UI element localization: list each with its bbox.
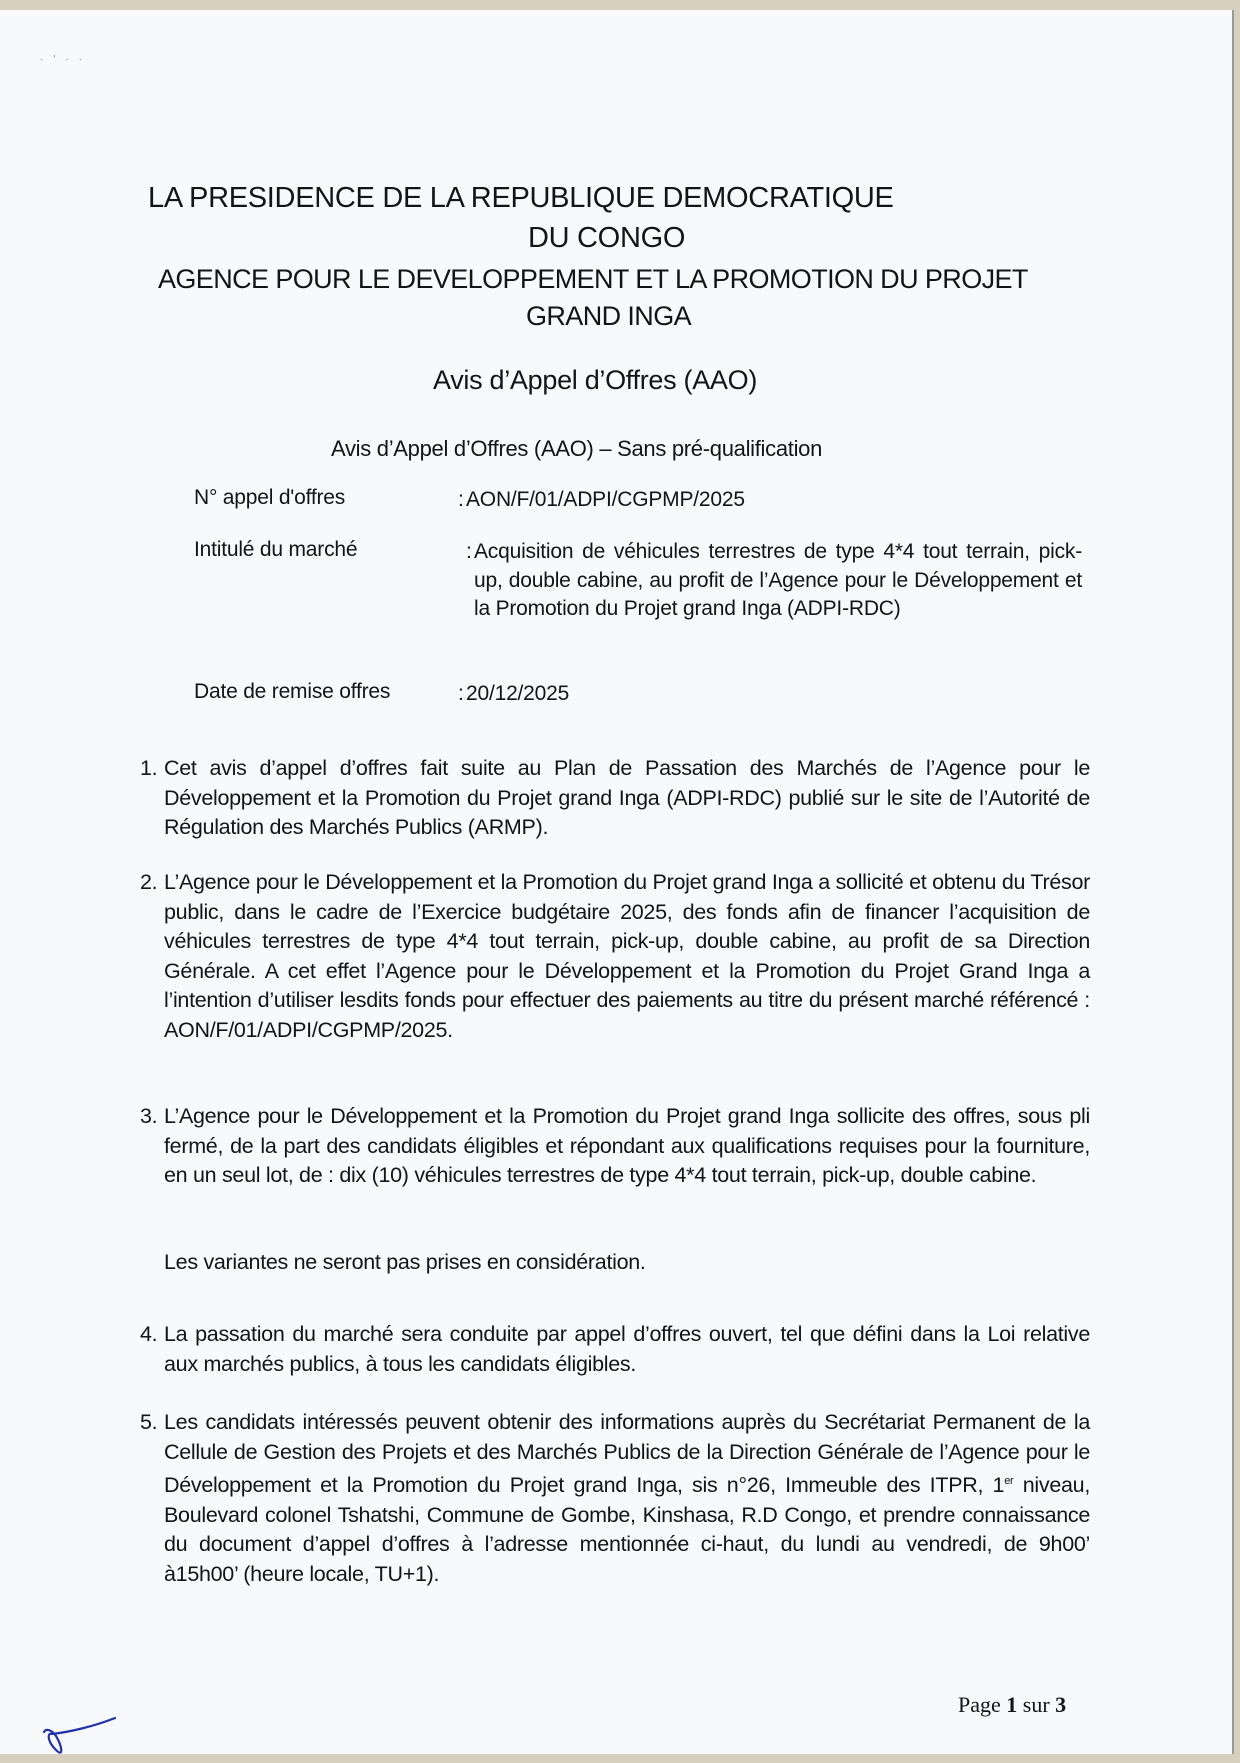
item-number: 2.: [140, 870, 158, 894]
item-text-part-1: Les candidats intéressés peuvent obtenir des informations auprès du Secrétariat Permanent de la Cellule de Gestion des Projets et des Marchés Publics de la Direction Générale de l’Agence pour le Développement et la Promotion du Projet grand Inga, sis n°26, Immeuble des ITPR, 1: [164, 1410, 1090, 1498]
header-line-2: DU CONGO: [528, 222, 686, 254]
page-current: 1: [1006, 1692, 1018, 1717]
item-number: 5.: [140, 1410, 158, 1434]
field-colon: :: [458, 682, 464, 705]
item-text: Cet avis d’appel d’offres fait suite au Plan de Passation des Marchés de l’Agence pour le Développement et la Promotion du Projet grand Inga (ADPI-RDC) publié sur le site de l’Autorité de Régulation des Marchés Publics (ARMP).: [164, 756, 1090, 839]
list-item-5: [140, 1408, 1090, 1589]
scan-specks: ·'··: [40, 54, 92, 65]
field-label: Intitulé du marché: [194, 538, 358, 561]
item-text: La passation du marché sera conduite par appel d’offres ouvert, tel que défini dans la Loi relative aux marchés publics, à tous les candidats éligibles.: [164, 1322, 1090, 1376]
of-word: sur: [1022, 1692, 1050, 1717]
item-number: 4.: [140, 1322, 158, 1346]
list-item-4: [140, 1320, 1090, 1379]
field-colon: :: [466, 540, 472, 563]
document-page: [0, 10, 1234, 1754]
list-item-3: [140, 1102, 1090, 1191]
header-line-3: AGENCE POUR LE DEVELOPPEMENT ET LA PROMOTION DU PROJET: [158, 264, 1028, 294]
list-item-2: [140, 868, 1090, 1045]
document-title: Avis d’Appel d’Offres (AAO): [433, 365, 758, 395]
document-subtitle: Avis d’Appel d’Offres (AAO) – Sans pré-qualification: [331, 436, 823, 461]
header-line-1: LA PRESIDENCE DE LA REPUBLIQUE DEMOCRATIQUE: [148, 182, 894, 214]
field-colon: :: [458, 488, 464, 511]
variants-note: Les variantes ne seront pas prises en considération.: [164, 1250, 646, 1274]
item-text: L’Agence pour le Développement et la Promotion du Projet grand Inga sollicite des offres, sous pli fermé, de la part des candidats éligibles et répondant aux qualifications requises pour la fourniture, en un seul lot, de : dix (10) véhicules terrestres de type 4*4 tout terrain, pick-up, double cabine.: [164, 1104, 1090, 1187]
page-word: Page: [958, 1692, 1001, 1717]
field-value: Acquisition de véhicules terrestres de type 4*4 tout terrain, pick-up, double cabine, au profit de l’Agence pour le Développement et la Promotion du Projet grand Inga (ADPI-RDC): [474, 540, 1082, 620]
item-text-part-2: niveau, Boulevard colonel Tshatshi, Commune de Gombe, Kinshasa, R.D Congo, et prendre connaissance du document d’appel d’offres à l’adresse mentionnée ci-haut, du lundi au vendredi, de 9h00’ à15h00’ (heure locale, TU+1).: [164, 1473, 1090, 1586]
field-label: N° appel d'offres: [194, 486, 346, 509]
item-text: L’Agence pour le Développement et la Promotion du Projet grand Inga a sollicité et obtenu du Trésor public, dans le cadre de l’Exercice budgétaire 2025, des fonds afin de financer l’acquisition de véhicules terrestres de type 4*4 tout terrain, pick-up, double cabine, au profit de sa Direction Générale. A cet effet l’Agence pour le Développement et la Promotion du Projet Grand Inga a l’intention d’utiliser lesdits fonds pour effectuer des paiements au titre du présent marché référencé : AON/F/01/ADPI/CGPMP/2025.: [164, 870, 1090, 1042]
item-number: 1.: [140, 756, 158, 780]
page-total: 3: [1055, 1692, 1067, 1717]
item-text: [164, 1408, 1090, 1589]
header-line-4: GRAND INGA: [526, 301, 692, 331]
field-value: 20/12/2025: [466, 682, 570, 705]
ordinal-superscript: er: [1004, 1475, 1014, 1487]
item-number: 3.: [140, 1104, 158, 1128]
signature-icon: [40, 1688, 120, 1758]
list-item-1: [140, 754, 1090, 843]
page-number: [958, 1692, 1066, 1718]
field-label: Date de remise offres: [194, 680, 391, 703]
handwritten-initials: [40, 1688, 120, 1763]
field-value: AON/F/01/ADPI/CGPMP/2025: [466, 488, 745, 511]
